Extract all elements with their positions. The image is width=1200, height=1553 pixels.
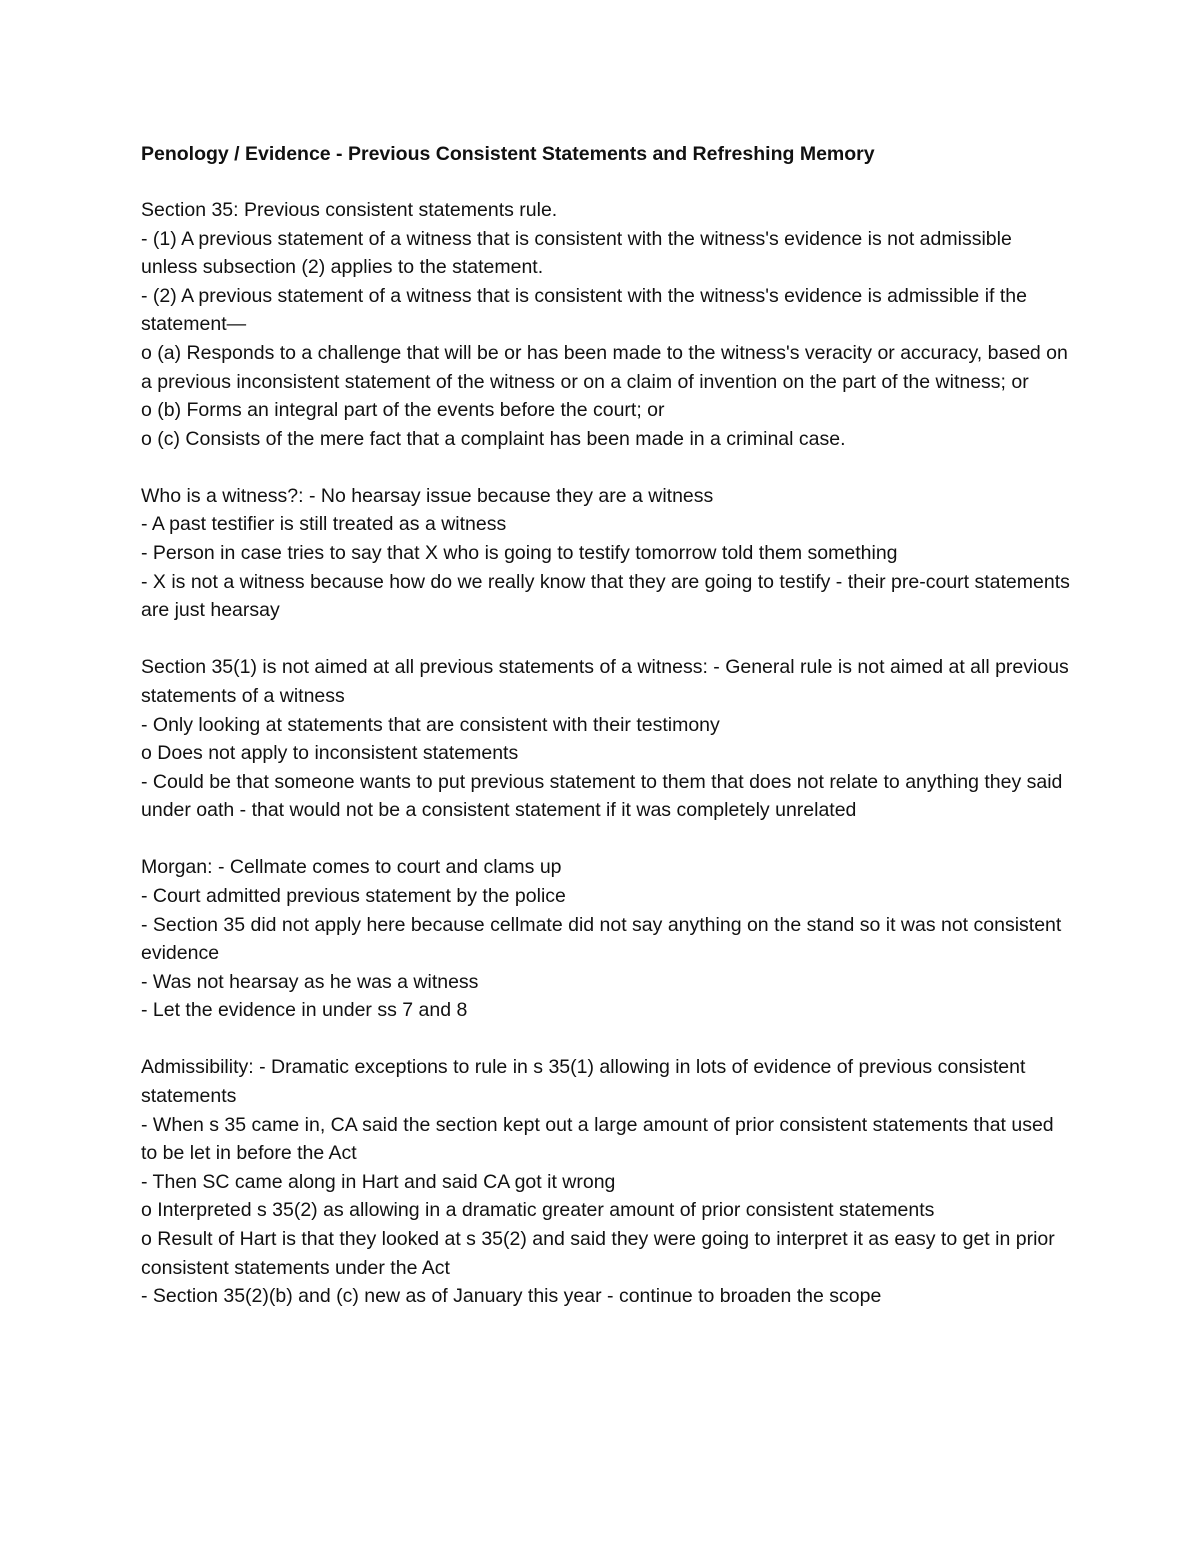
list-item: - Could be that someone wants to put previous statement to them that does not relate to anything they said under oath - that would not be a consistent statement if it was completely unrelated	[141, 770, 1063, 822]
section-heading: Who is a witness?: - No hearsay issue because they are a witness	[141, 484, 714, 507]
section-previous-consistent-statements-rule	[141, 196, 1071, 453]
list-item: - Court admitted previous statement by the police	[141, 884, 566, 907]
document-title: Penology / Evidence - Previous Consistent Statements and Refreshing Memory	[141, 143, 875, 165]
list-item: - X is not a witness because how do we really know that they are going to testify - their pre-court statements are just hearsay	[141, 570, 1070, 622]
list-item: - When s 35 came in, CA said the section kept out a large amount of prior consistent statements that used to be let in before the Act	[141, 1113, 1054, 1165]
section-heading: Morgan: - Cellmate comes to court and clams up	[141, 856, 562, 879]
list-item: - (1) A previous statement of a witness that is consistent with the witness's evidence is not admissible unless subsection (2) applies to the statement.	[141, 227, 1012, 279]
section-heading: Admissibility: - Dramatic exceptions to rule in s 35(1) allowing in lots of evidence of previous consistent statements	[141, 1056, 1026, 1108]
section-heading: Section 35: Previous consistent statements rule.	[141, 199, 558, 221]
list-item: - Section 35(2)(b) and (c) new as of January this year - continue to broaden the scope	[141, 1285, 882, 1308]
list-item: - Person in case tries to say that X who is going to testify tomorrow told them something	[141, 542, 898, 565]
section-admissibility	[141, 1053, 1071, 1310]
list-item: - Then SC came along in Hart and said CA got it wrong	[141, 1170, 616, 1193]
section-who-is-a-witness	[141, 482, 1071, 625]
sub-list-item: o Result of Hart is that they looked at s 35(2) and said they were going to interpret it as easy to get in prior consistent statements under the Act	[141, 1228, 1055, 1279]
sub-list-item: o (c) Consists of the mere fact that a complaint has been made in a criminal case.	[141, 427, 846, 450]
document-page	[141, 140, 1071, 1339]
list-item: - Was not hearsay as he was a witness	[141, 970, 479, 993]
sub-list-item: o Interpreted s 35(2) as allowing in a dramatic greater amount of prior consistent statements	[141, 1199, 935, 1222]
list-item: - Only looking at statements that are consistent with their testimony	[141, 713, 720, 736]
section-35-1-scope	[141, 653, 1071, 825]
section-morgan	[141, 853, 1071, 1025]
sub-list-item: o (a) Responds to a challenge that will be or has been made to the witness's veracity or accuracy, based on a previous inconsistent statement of the witness or on a claim of invention on the part of the witness; or	[141, 341, 1068, 393]
sub-list-item: o Does not apply to inconsistent statements	[141, 742, 519, 765]
sub-list-item: o (b) Forms an integral part of the events before the court; or	[141, 399, 665, 422]
section-heading: Section 35(1) is not aimed at all previous statements of a witness: - General rule is not aimed at all previous statements of a witness	[141, 656, 1069, 707]
list-item: - Let the evidence in under ss 7 and 8	[141, 999, 468, 1022]
list-item: - (2) A previous statement of a witness that is consistent with the witness's evidence is admissible if the statement—	[141, 284, 1027, 336]
list-item: - A past testifier is still treated as a witness	[141, 513, 507, 536]
list-item: - Section 35 did not apply here because cellmate did not say anything on the stand so it was not consistent evidence	[141, 913, 1062, 965]
